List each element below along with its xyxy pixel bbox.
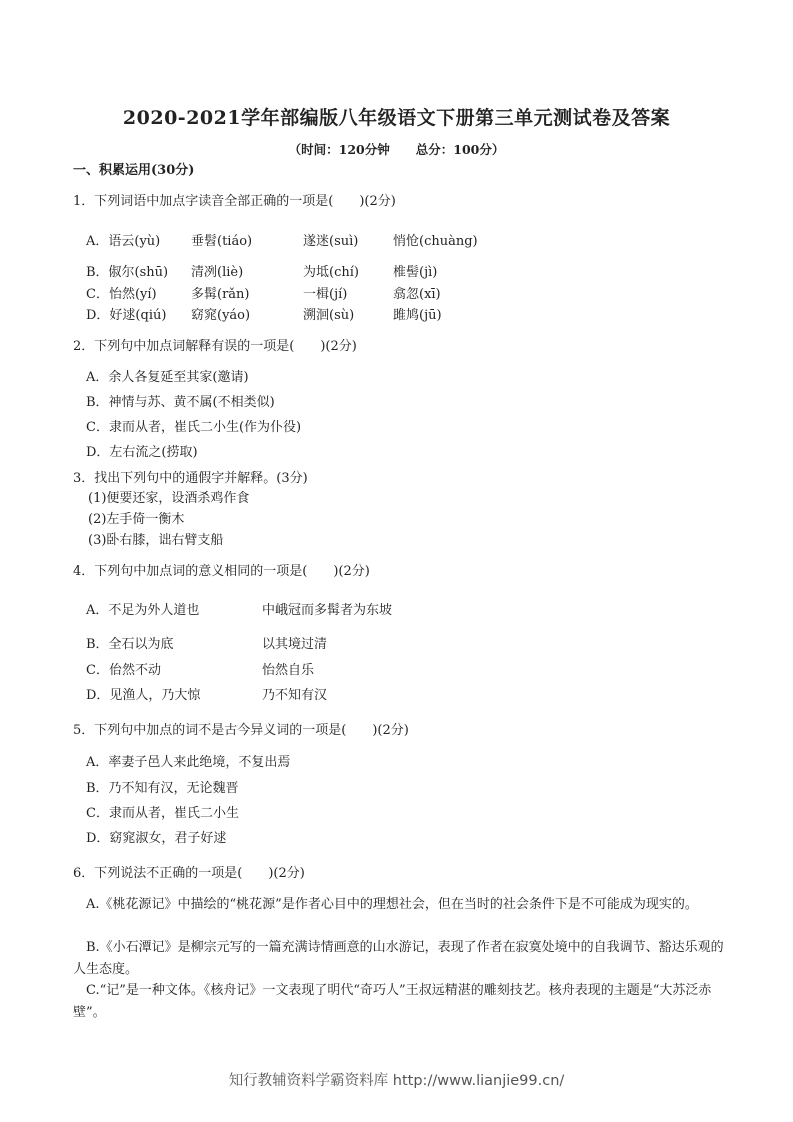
question-3-item-3: (3)卧右膝，诎右臂支船 (88, 533, 224, 548)
question-5-option-d: D．窈窕淑女，君子好逑 (86, 831, 227, 846)
option-word: 清冽(liè) (191, 265, 244, 280)
question-4-option-c (86, 663, 314, 679)
option-word: B．俶尔(shū) (86, 265, 169, 280)
question-5-option-b: B．乃不知有汉，无论魏晋 (86, 781, 239, 796)
question-1-option-d (86, 308, 442, 324)
question-2-option-c: C．隶而从者，崔氏二小生(作为仆役) (86, 420, 302, 435)
question-1-option-b (86, 265, 437, 281)
question-5-option-c: C．隶而从者，崔氏二小生 (86, 806, 239, 821)
option-word: D．好逑(qiú) (86, 308, 167, 323)
question-4-option-a (86, 603, 392, 619)
question-4-option-d (86, 688, 327, 704)
question-6-option-a: A.《桃花源记》中描绘的“桃花源”是作者心目中的理想社会，但在当时的社会条件下是不可能成为现实的。 (86, 897, 698, 912)
option-sentence: A．不足为外人道也 (86, 603, 200, 618)
question-1-stem: 1．下列词语中加点字读音全部正确的一项是( )(2分) (73, 194, 396, 209)
question-1-option-a (86, 234, 478, 250)
question-2-stem: 2．下列句中加点词解释有误的一项是( )(2分) (73, 339, 357, 354)
option-word: 垂髫(tiáo) (191, 234, 253, 249)
question-5-stem: 5．下列句中加点的词不是古今异义词的一项是( )(2分) (73, 723, 409, 738)
option-word: 悄怆(chuàng) (393, 234, 478, 249)
option-word: 椎髻(jì) (393, 265, 438, 280)
page-title: 2020-2021学年部编版八年级语文下册第三单元测试卷及答案 (122, 107, 671, 129)
question-3-item-1: (1)便要还家，设酒杀鸡作食 (88, 491, 250, 506)
question-3-item-2: (2)左手倚一衡木 (88, 512, 185, 527)
question-4-stem: 4．下列句中加点词的意义相同的一项是( )(2分) (73, 564, 370, 579)
page-footer: 知行教辅资料学霸资料库 http://www.lianjie99.cn/ (228, 1073, 565, 1089)
option-word: 溯洄(sù) (303, 308, 355, 323)
option-sentence: B．全石以为底 (86, 637, 174, 652)
option-word: 窈窕(yáo) (191, 308, 251, 323)
option-word: 多髯(rǎn) (191, 287, 250, 302)
question-1-option-c (86, 287, 441, 303)
question-2-option-b: B．神情与苏、黄不属(不相类似) (86, 395, 275, 410)
option-sentence: 以其境过清 (262, 637, 328, 652)
option-sentence: 中峨冠而多髯者为东坡 (262, 603, 393, 618)
score-label: 总分：100分） (415, 142, 505, 157)
question-2-option-a: A．余人各复延至其家(邀请) (86, 370, 249, 385)
question-6-option-b: B.《小石潭记》是柳宗元写的一篇充满诗情画意的山水游记，表现了作者在寂寞处境中的自我调节、豁达乐观的人生态度。 (73, 940, 724, 977)
exam-info (0, 140, 793, 158)
option-sentence: D．见渔人，乃大惊 (86, 688, 201, 703)
question-3-stem: 3．找出下列句中的通假字并解释。(3分) (73, 471, 308, 486)
option-word: A．语云(yù) (86, 234, 161, 249)
option-word: C．怡然(yí) (86, 287, 157, 302)
time-label: （时间：120分钟 (288, 142, 390, 157)
option-sentence: 怡然自乐 (262, 663, 315, 678)
question-5-option-a: A．率妻子邑人来此绝境，不复出焉 (86, 755, 291, 770)
option-sentence: 乃不知有汉 (262, 688, 328, 703)
question-6-stem: 6．下列说法不正确的一项是( )(2分) (73, 866, 305, 881)
question-4-option-b (86, 637, 327, 653)
option-sentence: C．佁然不动 (86, 663, 161, 678)
section-heading: 一、积累运用(30分) (73, 163, 195, 178)
option-word: 雎鸠(jū) (393, 308, 442, 323)
question-2-option-d: D．左右流之(捞取) (86, 445, 198, 460)
option-word: 一楫(jí) (303, 287, 348, 302)
question-6-option-c: C.“记”是一种文体。《核舟记》一文表现了明代“奇巧人”王叔远精湛的雕刻技艺。核舟表现的主题是“大苏泛赤壁”。 (73, 983, 712, 1020)
option-word: 遂迷(suì) (303, 234, 359, 249)
option-word: 为坻(chí) (303, 265, 359, 280)
option-word: 翕忽(xī) (393, 287, 441, 302)
